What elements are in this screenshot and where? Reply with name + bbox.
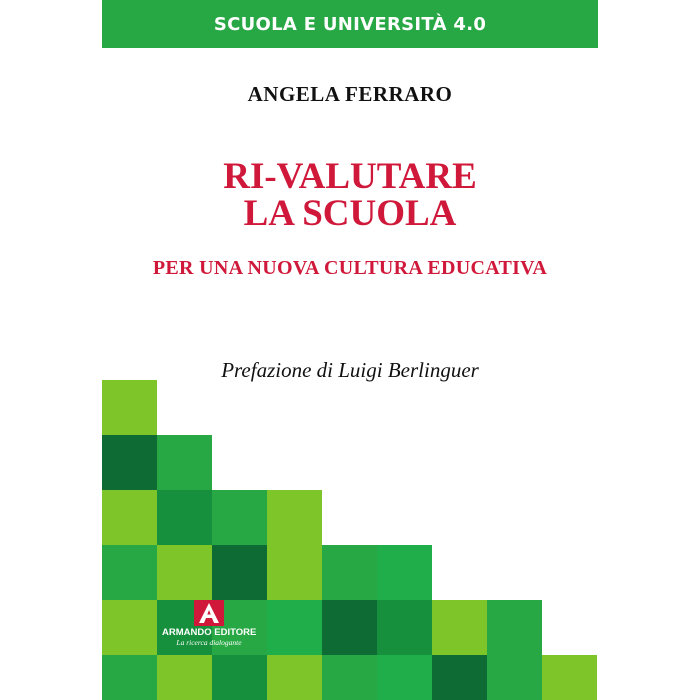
book-title-line-2: LA SCUOLA	[243, 193, 457, 234]
mosaic-tile	[432, 655, 487, 700]
mosaic-tile	[487, 600, 542, 655]
armando-logo-icon	[194, 600, 224, 626]
mosaic-tile	[267, 490, 322, 545]
mosaic-tile	[212, 545, 267, 600]
mosaic-tile	[157, 435, 212, 490]
publisher-motto: La ricerca dialogante	[176, 638, 242, 647]
mosaic-tile	[487, 655, 542, 700]
publisher-name: ARMANDO EDITORE	[162, 627, 257, 638]
book-subtitle: PER UNA NUOVA CULTURA EDUCATIVA	[152, 257, 548, 279]
mosaic-tile	[377, 600, 432, 655]
green-tile-mosaic	[102, 0, 598, 700]
mosaic-tile	[322, 600, 377, 655]
mosaic-tile	[102, 655, 157, 700]
mosaic-tile	[267, 655, 322, 700]
mosaic-tile	[102, 600, 157, 655]
publisher-mark	[162, 600, 256, 660]
mosaic-tile	[542, 655, 597, 700]
mosaic-tile	[102, 490, 157, 545]
mosaic-tile	[322, 545, 377, 600]
mosaic-tile	[157, 490, 212, 545]
mosaic-tile	[102, 435, 157, 490]
mosaic-tile	[157, 545, 212, 600]
series-title: SCUOLA E UNIVERSITÀ 4.0	[213, 13, 487, 35]
mosaic-tile	[212, 490, 267, 545]
mosaic-tile	[267, 545, 322, 600]
mosaic-tile	[377, 655, 432, 700]
preface-credit: Prefazione di Luigi Berlinguer	[221, 358, 479, 382]
book-cover	[102, 0, 598, 700]
mosaic-tile	[432, 600, 487, 655]
book-title-line-1: RI-VALUTARE	[223, 156, 477, 197]
mosaic-tile	[267, 600, 322, 655]
mosaic-tile	[377, 545, 432, 600]
mosaic-tile	[157, 655, 212, 700]
mosaic-tile	[102, 545, 157, 600]
mosaic-tile	[322, 655, 377, 700]
author-name: ANGELA FERRARO	[247, 82, 453, 106]
mosaic-tile	[102, 380, 157, 435]
mosaic-tile	[212, 655, 267, 700]
